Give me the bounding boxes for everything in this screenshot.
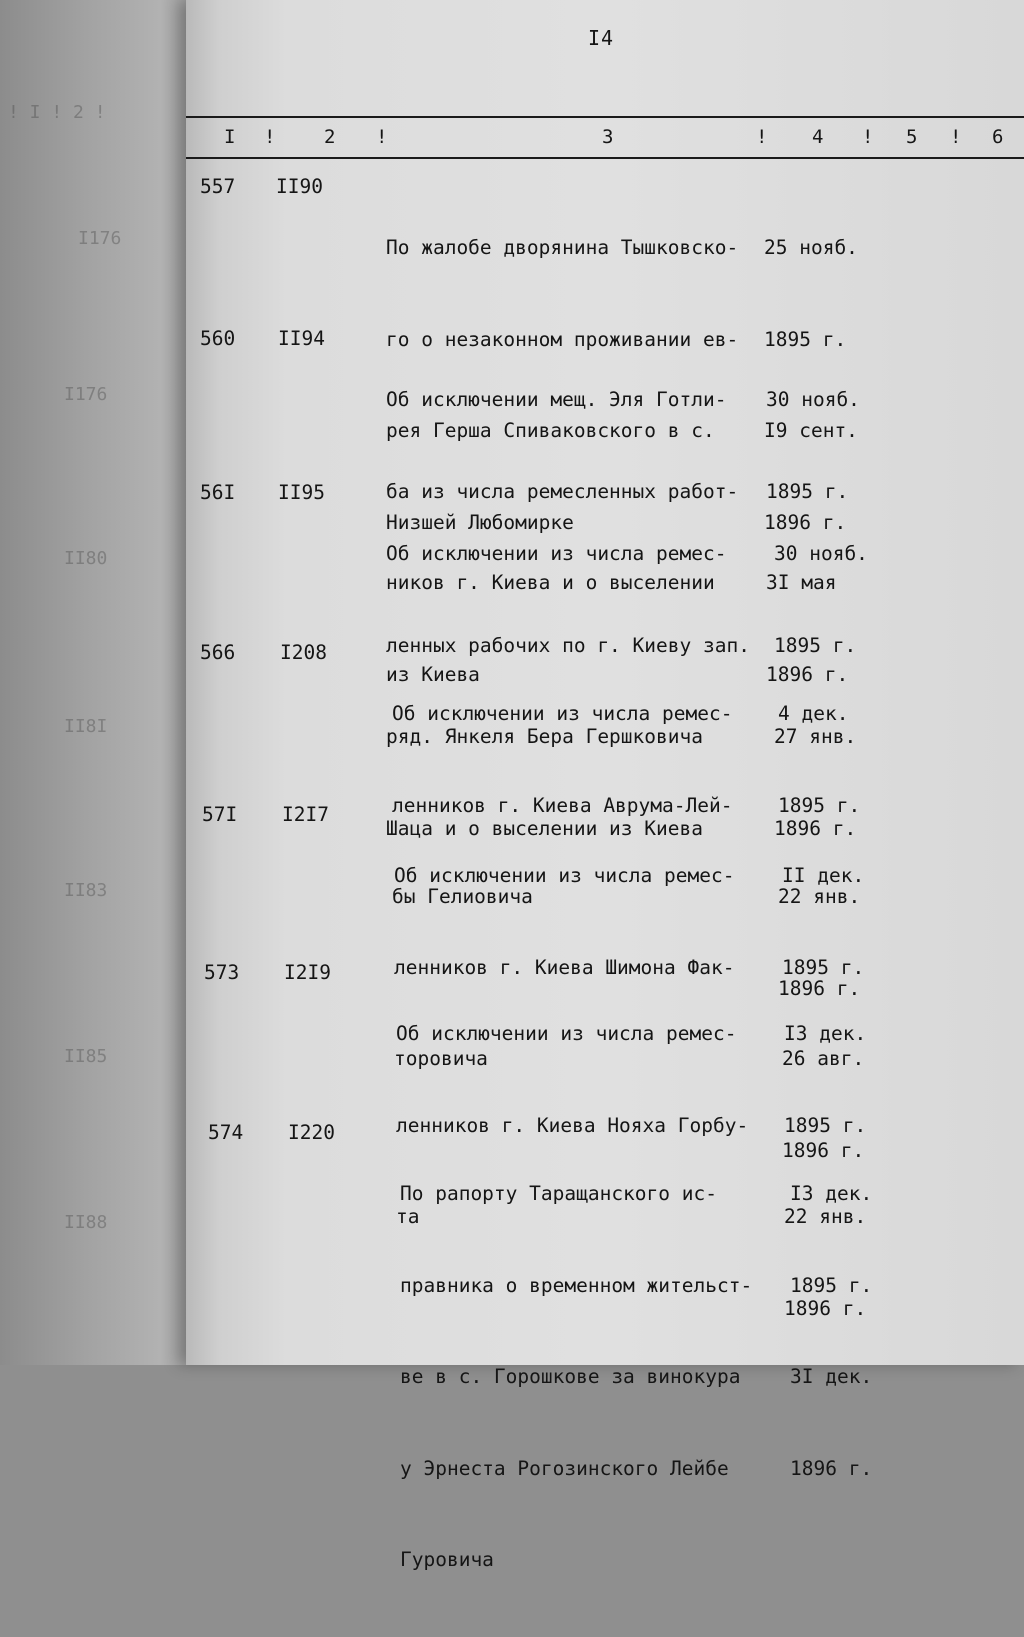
ghost-text: II80 <box>64 548 108 569</box>
column-header-1: I <box>224 126 236 148</box>
entry-dates: 4 дек. 1895 г. 22 янв. 1896 г. <box>778 702 861 1000</box>
entry-description: Об исключении из числа ремес- ленных рабочих по г. Киеву зап. ряд. Янкеля Бера Гершковича Шаца и о выселении из Киева <box>386 542 750 840</box>
column-header-3: 3 <box>602 126 614 148</box>
ghost-text: II88 <box>64 1212 108 1233</box>
entry-dates: I3 дек. 1895 г. 3I дек. 1896 г. <box>790 1182 873 1480</box>
entry-number: 57I <box>202 803 238 826</box>
ghost-text: II85 <box>64 1046 108 1067</box>
column-header-6: 6 <box>992 126 1004 148</box>
entry-dates: II дек. 1895 г. 26 авг. 1896 г. <box>782 864 865 1162</box>
case-number: II90 <box>276 175 323 198</box>
ghost-text: II8I <box>64 716 108 737</box>
ghost-header: ! I ! 2 ! <box>8 102 106 123</box>
column-header-4: 4 <box>812 126 824 148</box>
entry-number: 573 <box>204 961 240 984</box>
entry-description: Об исключении из числа ремес- ленников г. Киева Аврума-Лей- бы Гелиовича <box>392 702 733 908</box>
ghost-text: I176 <box>64 384 108 405</box>
ghost-text: I176 <box>78 228 122 249</box>
column-separator: ! <box>862 126 874 148</box>
column-separator: ! <box>264 126 276 148</box>
entry-number: 56I <box>200 481 236 504</box>
case-number: I220 <box>288 1121 335 1144</box>
entry-description: Об исключении мещ. Эля Готли- ба из числа ремесленных работ- ников г. Киева и о выселении из Киева <box>386 388 739 686</box>
column-separator: ! <box>950 126 962 148</box>
case-number: II95 <box>278 481 325 504</box>
entry-number: 557 <box>200 175 236 198</box>
header-rule-bottom <box>186 157 1024 159</box>
entry-description: По рапорту Таращанского ис- правника о временном жительст- ве в с. Горошкове за винокура у Эрнеста Рогозинского Лейбе Гуровича <box>400 1182 753 1571</box>
entry-description: Об исключении из числа ремес- ленников г. Киева Нояха Горбу- та <box>396 1022 749 1228</box>
underlying-page <box>0 0 200 1365</box>
case-number: I2I9 <box>284 961 331 984</box>
column-separator: ! <box>376 126 388 148</box>
case-number: I2I7 <box>282 803 329 826</box>
entry-dates: 30 нояб. 1895 г. 27 янв. 1896 г. <box>774 542 868 840</box>
case-number: II94 <box>278 327 325 350</box>
entry-number: 574 <box>208 1121 244 1144</box>
entry-number: 566 <box>200 641 236 664</box>
entry-dates: 25 нояб. 1895 г. I9 сент. 1896 г. <box>764 236 858 534</box>
ghost-text: II83 <box>64 880 108 901</box>
document-page <box>186 0 1024 1571</box>
entry-dates: 30 нояб. 1895 г. 3I мая 1896 г. <box>766 388 860 686</box>
page-number: I4 <box>588 26 615 50</box>
column-separator: ! <box>756 126 768 148</box>
entry-description: По жалобе дворянина Тышковско- го о незаконном проживании ев- рея Герша Спиваковского в с. Низшей Любомирке <box>386 236 739 534</box>
header-rule-top <box>186 116 1024 118</box>
entry-number: 560 <box>200 327 236 350</box>
entry-description: Об исключении из числа ремес- ленников г. Киева Шимона Фак- торовича <box>394 864 735 1070</box>
column-header-2: 2 <box>324 126 336 148</box>
case-number: I208 <box>280 641 327 664</box>
column-header-5: 5 <box>906 126 918 148</box>
entry-dates: I3 дек. 1895 г. 22 янв. 1896 г. <box>784 1022 867 1320</box>
